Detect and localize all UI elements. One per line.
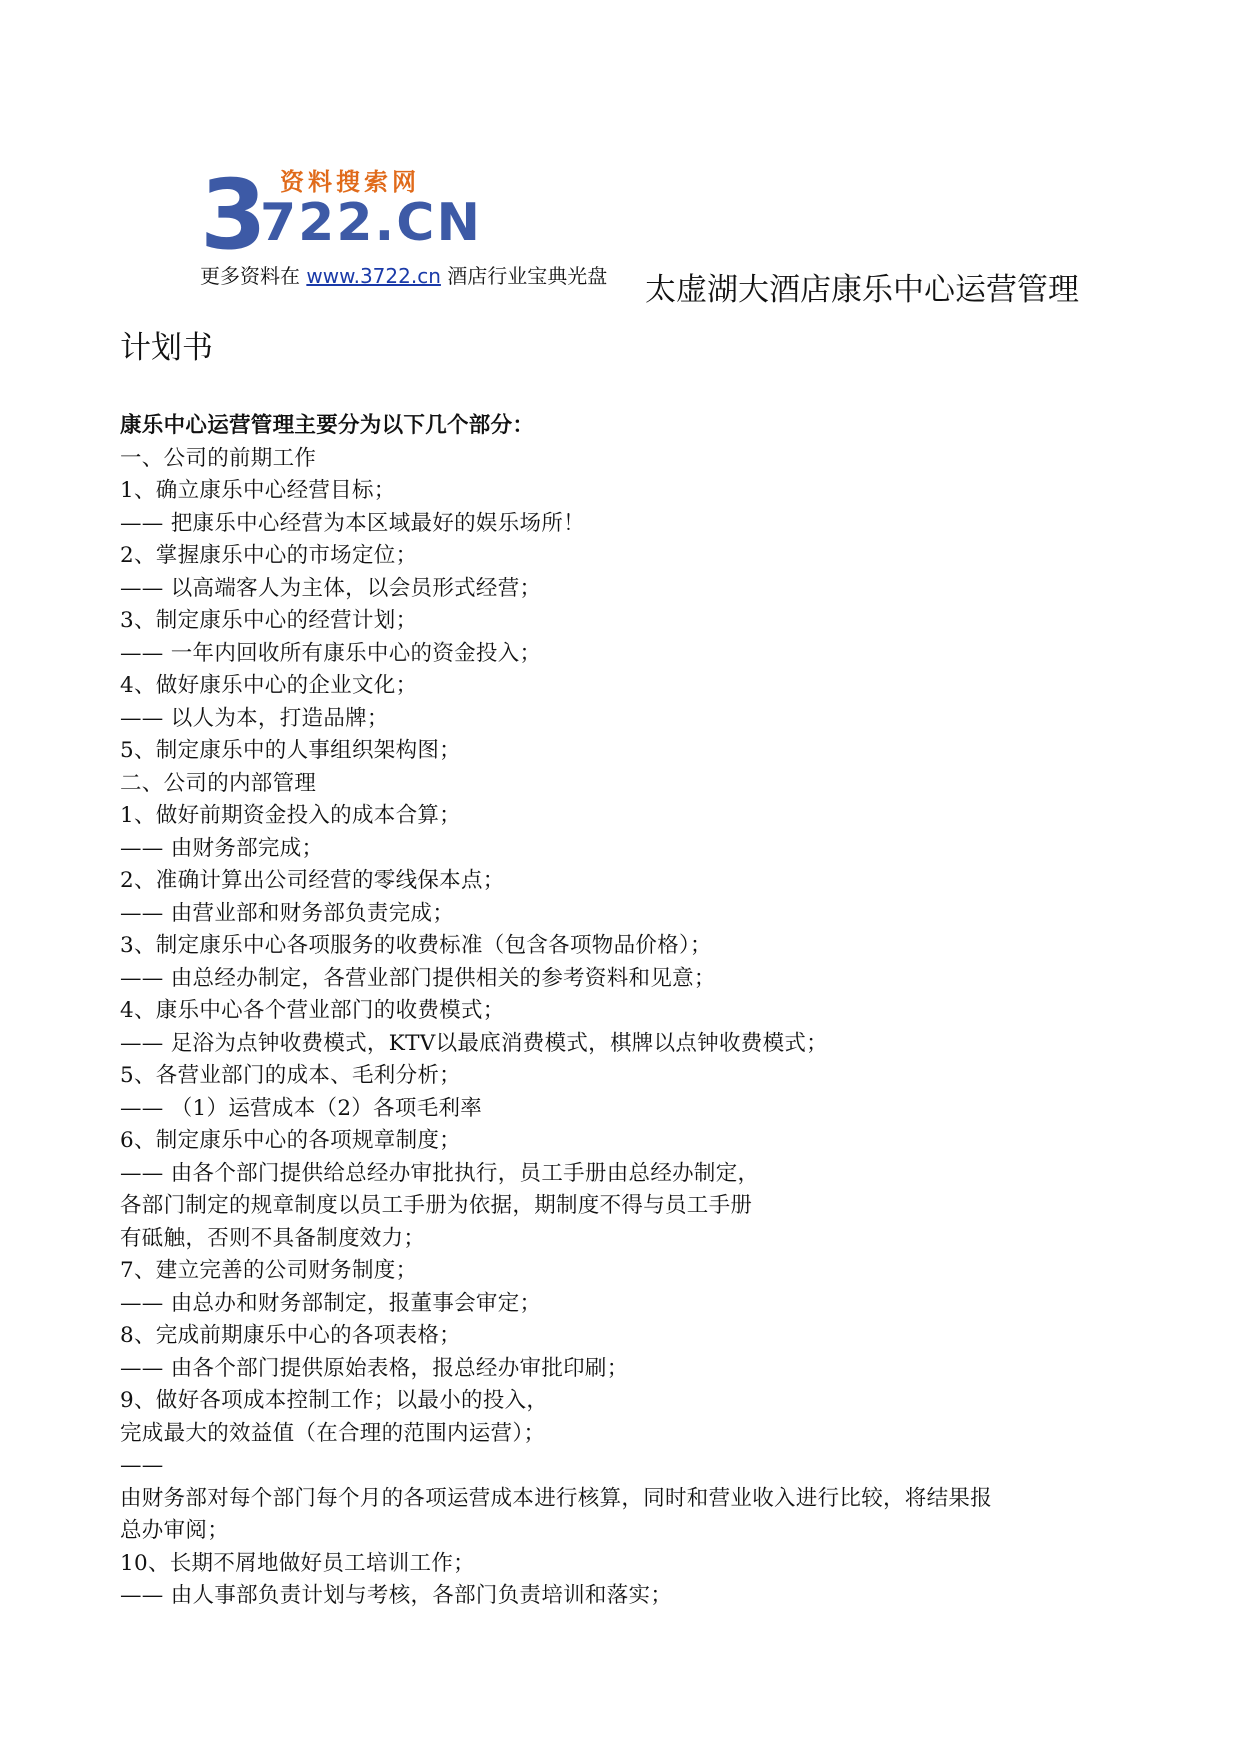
body-line: 2、掌握康乐中心的市场定位； — [120, 543, 418, 568]
body-line: 5、各营业部门的成本、毛利分析； — [120, 1063, 461, 1088]
body-line: 4、做好康乐中心的企业文化； — [120, 673, 418, 698]
body-line: 总办审阅； — [120, 1518, 230, 1543]
document-body — [120, 410, 1130, 1613]
body-line: 由财务部对每个部门每个月的各项运营成本进行核算，同时和营业收入进行比较，将结果报 — [120, 1485, 993, 1511]
body-line: —— 足浴为点钟收费模式，KTV以最底消费模式，棋牌以点钟收费模式； — [120, 1030, 828, 1056]
body-line: —— （1）运营成本（2）各项毛利率 — [120, 1095, 483, 1121]
logo-slogan: 资料搜索网 — [280, 168, 420, 196]
body-line: 2、准确计算出公司经营的零线保本点； — [120, 868, 505, 893]
document-title-line1: 太虚湖大酒店康乐中心运营管理 — [645, 272, 1079, 308]
body-line: 9、做好各项成本控制工作；以最小的投入， — [120, 1388, 549, 1413]
body-line: —— 由各个部门提供原始表格，报总经办审批印刷； — [120, 1355, 629, 1381]
body-line: —— 由营业部和财务部负责完成； — [120, 900, 455, 926]
body-line: —— 由各个部门提供给总经办审批执行，员工手册由总经办制定， — [120, 1160, 760, 1186]
logo-number: 3 — [200, 159, 267, 271]
body-line: —— 由总经办制定，各营业部门提供相关的参考资料和见意； — [120, 965, 716, 991]
body-line: 8、完成前期康乐中心的各项表格； — [120, 1323, 461, 1348]
logo — [200, 160, 640, 290]
body-line: —— — [120, 1453, 164, 1478]
body-line: 7、建立完善的公司财务制度； — [120, 1258, 418, 1283]
body-line: 3、制定康乐中心的经营计划； — [120, 608, 418, 633]
body-line: 二、公司的内部管理 — [120, 770, 317, 796]
logo-graphic — [200, 159, 482, 271]
section-intro: 康乐中心运营管理主要分为以下几个部分： — [120, 413, 535, 438]
body-line: —— 以人为本，打造品牌； — [120, 705, 389, 731]
body-line: 4、康乐中心各个营业部门的收费模式； — [120, 998, 505, 1023]
body-line: —— 由财务部完成； — [120, 835, 324, 861]
tagline-suffix: 酒店行业宝典光盘 — [447, 264, 608, 288]
body-line: 各部门制定的规章制度以员工手册为依据，期制度不得与员工手册 — [120, 1193, 753, 1218]
body-line: 10、长期不屑地做好员工培训工作； — [120, 1550, 475, 1576]
body-line: —— 由人事部负责计划与考核，各部门负责培训和落实； — [120, 1583, 673, 1608]
document-title-line2: 计划书 — [120, 330, 213, 366]
body-line: —— 以高端客人为主体，以会员形式经营； — [120, 575, 542, 601]
body-line: 1、做好前期资金投入的成本合算； — [120, 803, 461, 828]
body-line: 一、公司的前期工作 — [120, 445, 317, 471]
body-line: 完成最大的效益值（在合理的范围内运营）； — [120, 1420, 546, 1446]
body-line: 有砥触，否则不具备制度效力； — [120, 1225, 426, 1251]
body-line: 6、制定康乐中心的各项规章制度； — [120, 1128, 461, 1153]
tagline-url-link[interactable]: www.3722.cn — [306, 264, 441, 288]
logo-domain: 722.CN — [260, 193, 482, 253]
logo-tagline — [200, 260, 607, 289]
body-line: —— 由总办和财务部制定，报董事会审定； — [120, 1290, 542, 1316]
body-line: 1、确立康乐中心经营目标； — [120, 478, 396, 503]
body-line: 3、制定康乐中心各项服务的收费标准（包含各项物品价格）； — [120, 933, 712, 958]
body-line: —— 把康乐中心经营为本区域最好的娱乐场所！ — [120, 510, 585, 536]
body-line: —— 一年内回收所有康乐中心的资金投入； — [120, 640, 542, 666]
tagline-prefix: 更多资料在 — [200, 264, 300, 288]
body-line: 5、制定康乐中的人事组织架构图； — [120, 738, 461, 763]
